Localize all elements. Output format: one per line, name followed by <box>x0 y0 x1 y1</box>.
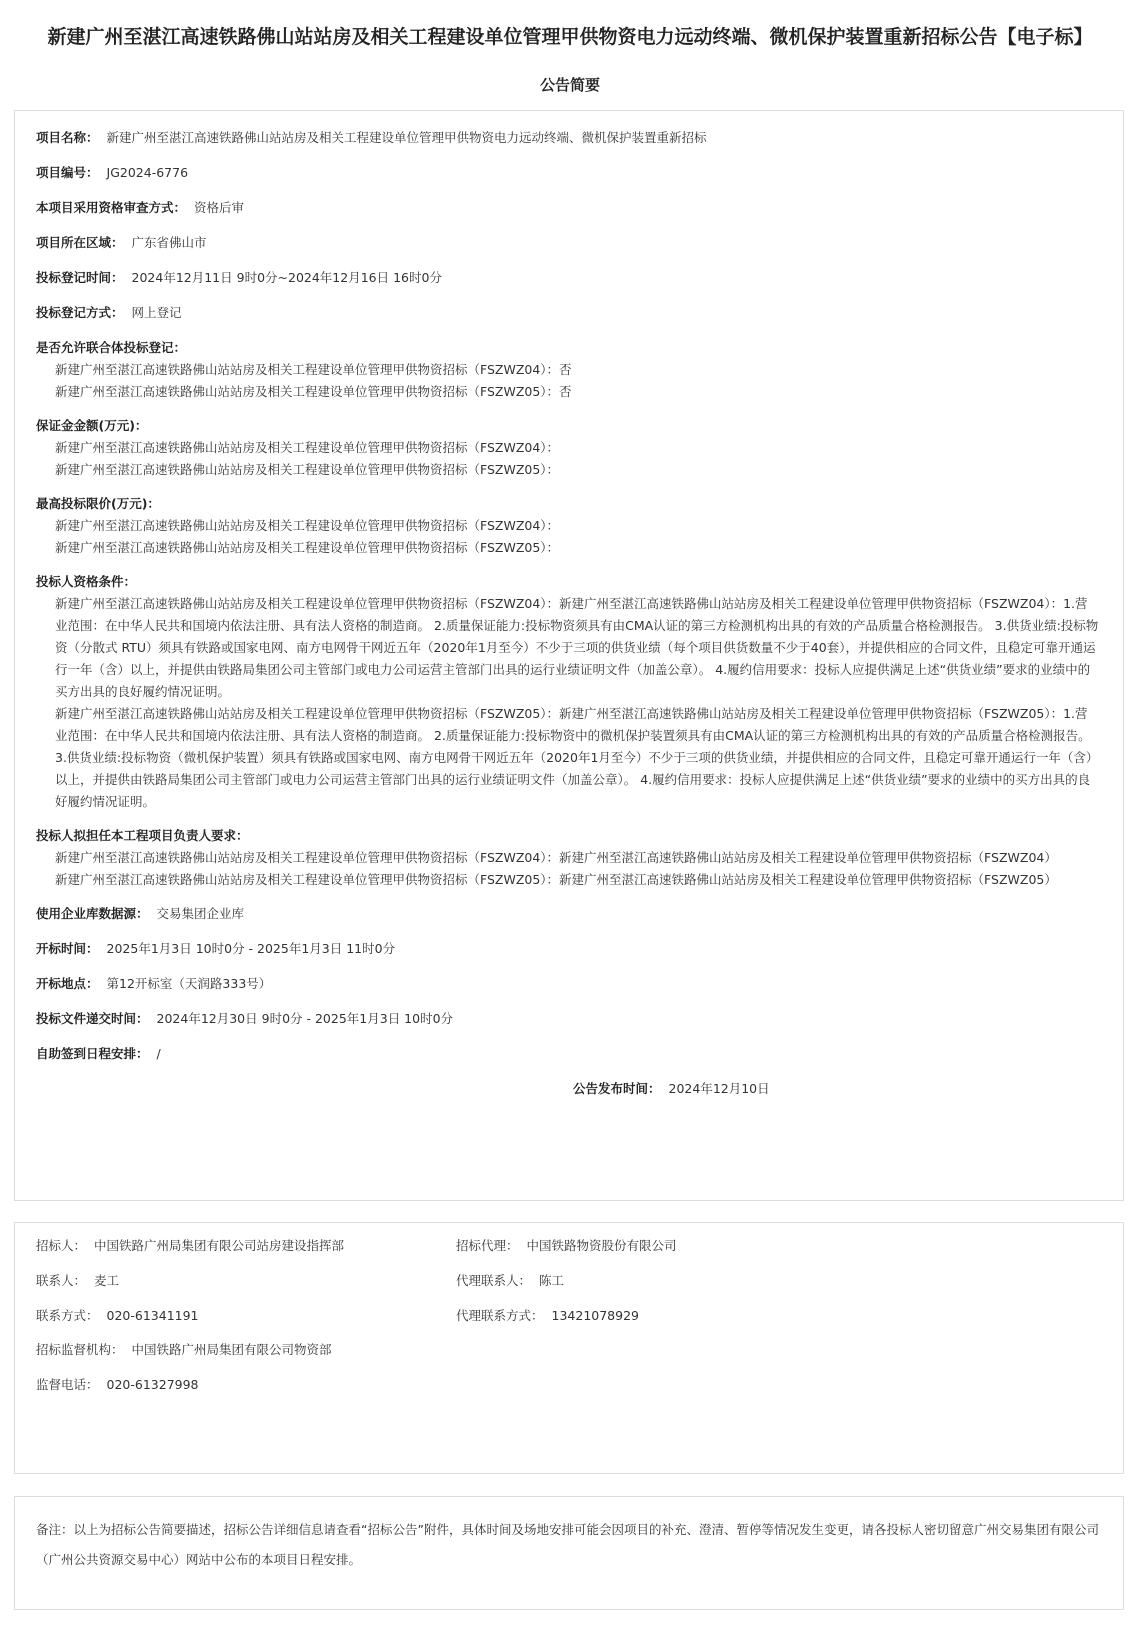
field-label: 保证金金额(万元)： <box>36 418 148 433</box>
field-label: 投标登记时间： <box>36 270 124 285</box>
project-code-value: JG2024-6776 <box>106 165 189 180</box>
tenderer-value: 中国铁路广州局集团有限公司站房建设指挥部 <box>94 1238 345 1253</box>
qualification-method-row <box>36 197 1099 219</box>
list-item: 新建广州至湛江高速铁路佛山站站房及相关工程建设单位管理甲供物资招标（FSZWZ05）：新建广州至湛江高速铁路佛山站站房及相关工程建设单位管理甲供物资招标（FSZWZ05） <box>55 872 1057 887</box>
agent-contact-value: 陈工 <box>539 1273 565 1288</box>
page-title: 新建广州至湛江高速铁路佛山站站房及相关工程建设单位管理甲供物资电力远动终端、微机保护装置重新招标公告【电子标】 <box>47 26 1093 48</box>
register-method-row <box>36 302 1099 324</box>
publish-time-value: 2024年12月10日 <box>668 1081 770 1096</box>
field-label: 代理联系方式： <box>456 1308 544 1323</box>
agent-contact-cell <box>456 1270 1076 1292</box>
list-item: 新建广州至湛江高速铁路佛山站站房及相关工程建设单位管理甲供物资招标（FSZWZ04）：否 <box>55 362 572 377</box>
enterprise-db-row <box>36 903 1099 925</box>
field-label: 项目名称： <box>36 130 99 145</box>
qualification-method-value: 资格后审 <box>194 200 245 215</box>
submission-time-row <box>36 1008 1099 1030</box>
agent-phone-cell <box>456 1305 1076 1327</box>
deposit-block <box>36 415 1099 481</box>
field-label: 招标人： <box>36 1238 87 1253</box>
agent-value: 中国铁路物资股份有限公司 <box>526 1238 677 1253</box>
note-panel <box>14 1496 1124 1610</box>
agent-phone-value: 13421078929 <box>551 1308 639 1323</box>
field-label: 代理联系人： <box>456 1273 532 1288</box>
field-label: 最高投标限价(万元)： <box>36 496 160 511</box>
supervisor-phone-row <box>36 1374 1103 1396</box>
field-label: 招标监督机构： <box>36 1342 124 1357</box>
field-label: 投标登记方式： <box>36 305 124 320</box>
contact-phone-cell <box>36 1305 456 1327</box>
list-item: 新建广州至湛江高速铁路佛山站站房及相关工程建设单位管理甲供物资招标（FSZWZ05）： <box>55 540 560 555</box>
field-label: 招标代理： <box>456 1238 519 1253</box>
list-item: 新建广州至湛江高速铁路佛山站站房及相关工程建设单位管理甲供物资招标（FSZWZ04）：新建广州至湛江高速铁路佛山站站房及相关工程建设单位管理甲供物资招标（FSZWZ04） <box>55 850 1057 865</box>
field-label: 自助签到日程安排： <box>36 1046 149 1061</box>
spacer <box>36 1327 1103 1339</box>
summary-panel <box>14 110 1124 1201</box>
supervisor-phone-value: 020-61327998 <box>106 1377 199 1392</box>
list-item: 新建广州至湛江高速铁路佛山站站房及相关工程建设单位管理甲供物资招标（FSZWZ04）：新建广州至湛江高速铁路佛山站站房及相关工程建设单位管理甲供物资招标（FSZWZ04）：1.营业范围：在中华人民共和国境内依法注册、具有法人资格的制造商。 2.质量保证能力:投标物资须具有由CMA认证的第三方检测机构出具的有效的产品质量合格检测报告。 3.供货业绩:投标物资（分散式 RTU）须具有铁路或国家电网、南方电网骨干网近五年（2020年1月至今）不少于三项的供货业绩（每个项目供货数量不少于40套），并提供相应的合同文件，且稳定可靠开通运行一年（含）以上，并提供由铁路局集团公司主管部门或电力公司运营主管部门出具的运行业绩证明文件（加盖公章）。 4.履约信用要求：投标人应提供满足上述“供货业绩”要求的业绩中的买方出具的良好履约情况证明。 <box>55 596 1099 699</box>
self-checkin-row <box>36 1043 1099 1065</box>
field-label: 项目编号： <box>36 165 99 180</box>
enterprise-db-value: 交易集团企业库 <box>156 906 245 921</box>
field-label: 开标时间： <box>36 941 99 956</box>
field-label: 本项目采用资格审查方式： <box>36 200 187 215</box>
field-label: 监督电话： <box>36 1377 99 1392</box>
project-code-row <box>36 162 1099 184</box>
region-value: 广东省佛山市 <box>131 235 207 250</box>
register-method-value: 网上登记 <box>131 305 182 320</box>
field-label: 联系方式： <box>36 1308 99 1323</box>
contact-person-value: 麦工 <box>94 1273 120 1288</box>
supervisor-value: 中国铁路广州局集团有限公司物资部 <box>131 1342 332 1357</box>
remarks-text: 备注：以上为招标公告简要描述，招标公告详细信息请查看“招标公告”附件，具体时间及场地安排可能会因项目的补充、澄清、暂停等情况发生变更，请各投标人密切留意广州交易集团有限公司（广州公共资源交易中心）网站中公布的本项目日程安排。 <box>36 1522 1099 1567</box>
list-item: 新建广州至湛江高速铁路佛山站站房及相关工程建设单位管理甲供物资招标（FSZWZ04）： <box>55 518 560 533</box>
list-item: 新建广州至湛江高速铁路佛山站站房及相关工程建设单位管理甲供物资招标（FSZWZ05）：新建广州至湛江高速铁路佛山站站房及相关工程建设单位管理甲供物资招标（FSZWZ05）：1.营业范围：在中华人民共和国境内依法注册、具有法人资格的制造商。 2.质量保证能力:投标物资中的微机保护装置须具有由CMA认证的第三方检测机构出具的有效的产品质量合格检测报告。 3.供货业绩:投标物资（微机保护装置）须具有铁路或国家电网、南方电网骨干网近五年（2020年1月至今）不少于三项的供货业绩，并提供相应的合同文件，且稳定可靠开通运行一年（含）以上，并提供由铁路局集团公司主管部门或电力公司运营主管部门出具的运行业绩证明文件（加盖公章）。 4.履约信用要求：投标人应提供满足上述“供货业绩”要求的业绩中的买方出具的良好履约情况证明。 <box>55 706 1099 809</box>
project-name-value: 新建广州至湛江高速铁路佛山站站房及相关工程建设单位管理甲供物资电力远动终端、微机保护装置重新招标 <box>106 130 707 145</box>
contacts-panel <box>14 1222 1124 1474</box>
project-manager-block <box>36 825 1099 891</box>
self-checkin-value: / <box>156 1046 161 1061</box>
field-label: 公告发布时间： <box>573 1081 661 1096</box>
register-time-value: 2024年12月11日 9时0分~2024年12月16日 16时0分 <box>131 270 442 285</box>
field-label: 是否允许联合体投标登记： <box>36 340 187 355</box>
bidder-qualification-block <box>36 571 1099 813</box>
contact-person-cell <box>36 1270 456 1292</box>
register-time-row <box>36 267 1099 289</box>
project-name-row <box>36 127 1099 149</box>
contacts-grid <box>36 1235 1103 1327</box>
agent-cell <box>456 1235 1076 1257</box>
opening-time-value: 2025年1月3日 10时0分 - 2025年1月3日 11时0分 <box>106 941 396 956</box>
field-label: 投标文件递交时间： <box>36 1011 149 1026</box>
tenderer-cell <box>36 1235 456 1257</box>
field-label: 投标人资格条件： <box>36 574 137 589</box>
publish-time-row <box>36 1078 1099 1100</box>
section-subtitle: 公告简要 <box>539 76 600 94</box>
field-label: 联系人： <box>36 1273 87 1288</box>
field-label: 开标地点： <box>36 976 99 991</box>
list-item: 新建广州至湛江高速铁路佛山站站房及相关工程建设单位管理甲供物资招标（FSZWZ05）： <box>55 462 560 477</box>
opening-time-row <box>36 938 1099 960</box>
opening-place-row <box>36 973 1099 995</box>
field-label: 投标人拟担任本工程项目负责人要求： <box>36 828 249 843</box>
field-label: 使用企业库数据源： <box>36 906 149 921</box>
opening-place-value: 第12开标室（天润路333号） <box>106 976 272 991</box>
contact-phone-value: 020-61341191 <box>106 1308 199 1323</box>
max-price-block <box>36 493 1099 559</box>
submission-time-value: 2024年12月30日 9时0分 - 2025年1月3日 10时0分 <box>156 1011 454 1026</box>
list-item: 新建广州至湛江高速铁路佛山站站房及相关工程建设单位管理甲供物资招标（FSZWZ05）：否 <box>55 384 572 399</box>
region-row <box>36 232 1099 254</box>
list-item: 新建广州至湛江高速铁路佛山站站房及相关工程建设单位管理甲供物资招标（FSZWZ04）： <box>55 440 560 455</box>
joint-bid-block <box>36 337 1099 403</box>
supervisor-row <box>36 1339 1103 1361</box>
field-label: 项目所在区域： <box>36 235 124 250</box>
